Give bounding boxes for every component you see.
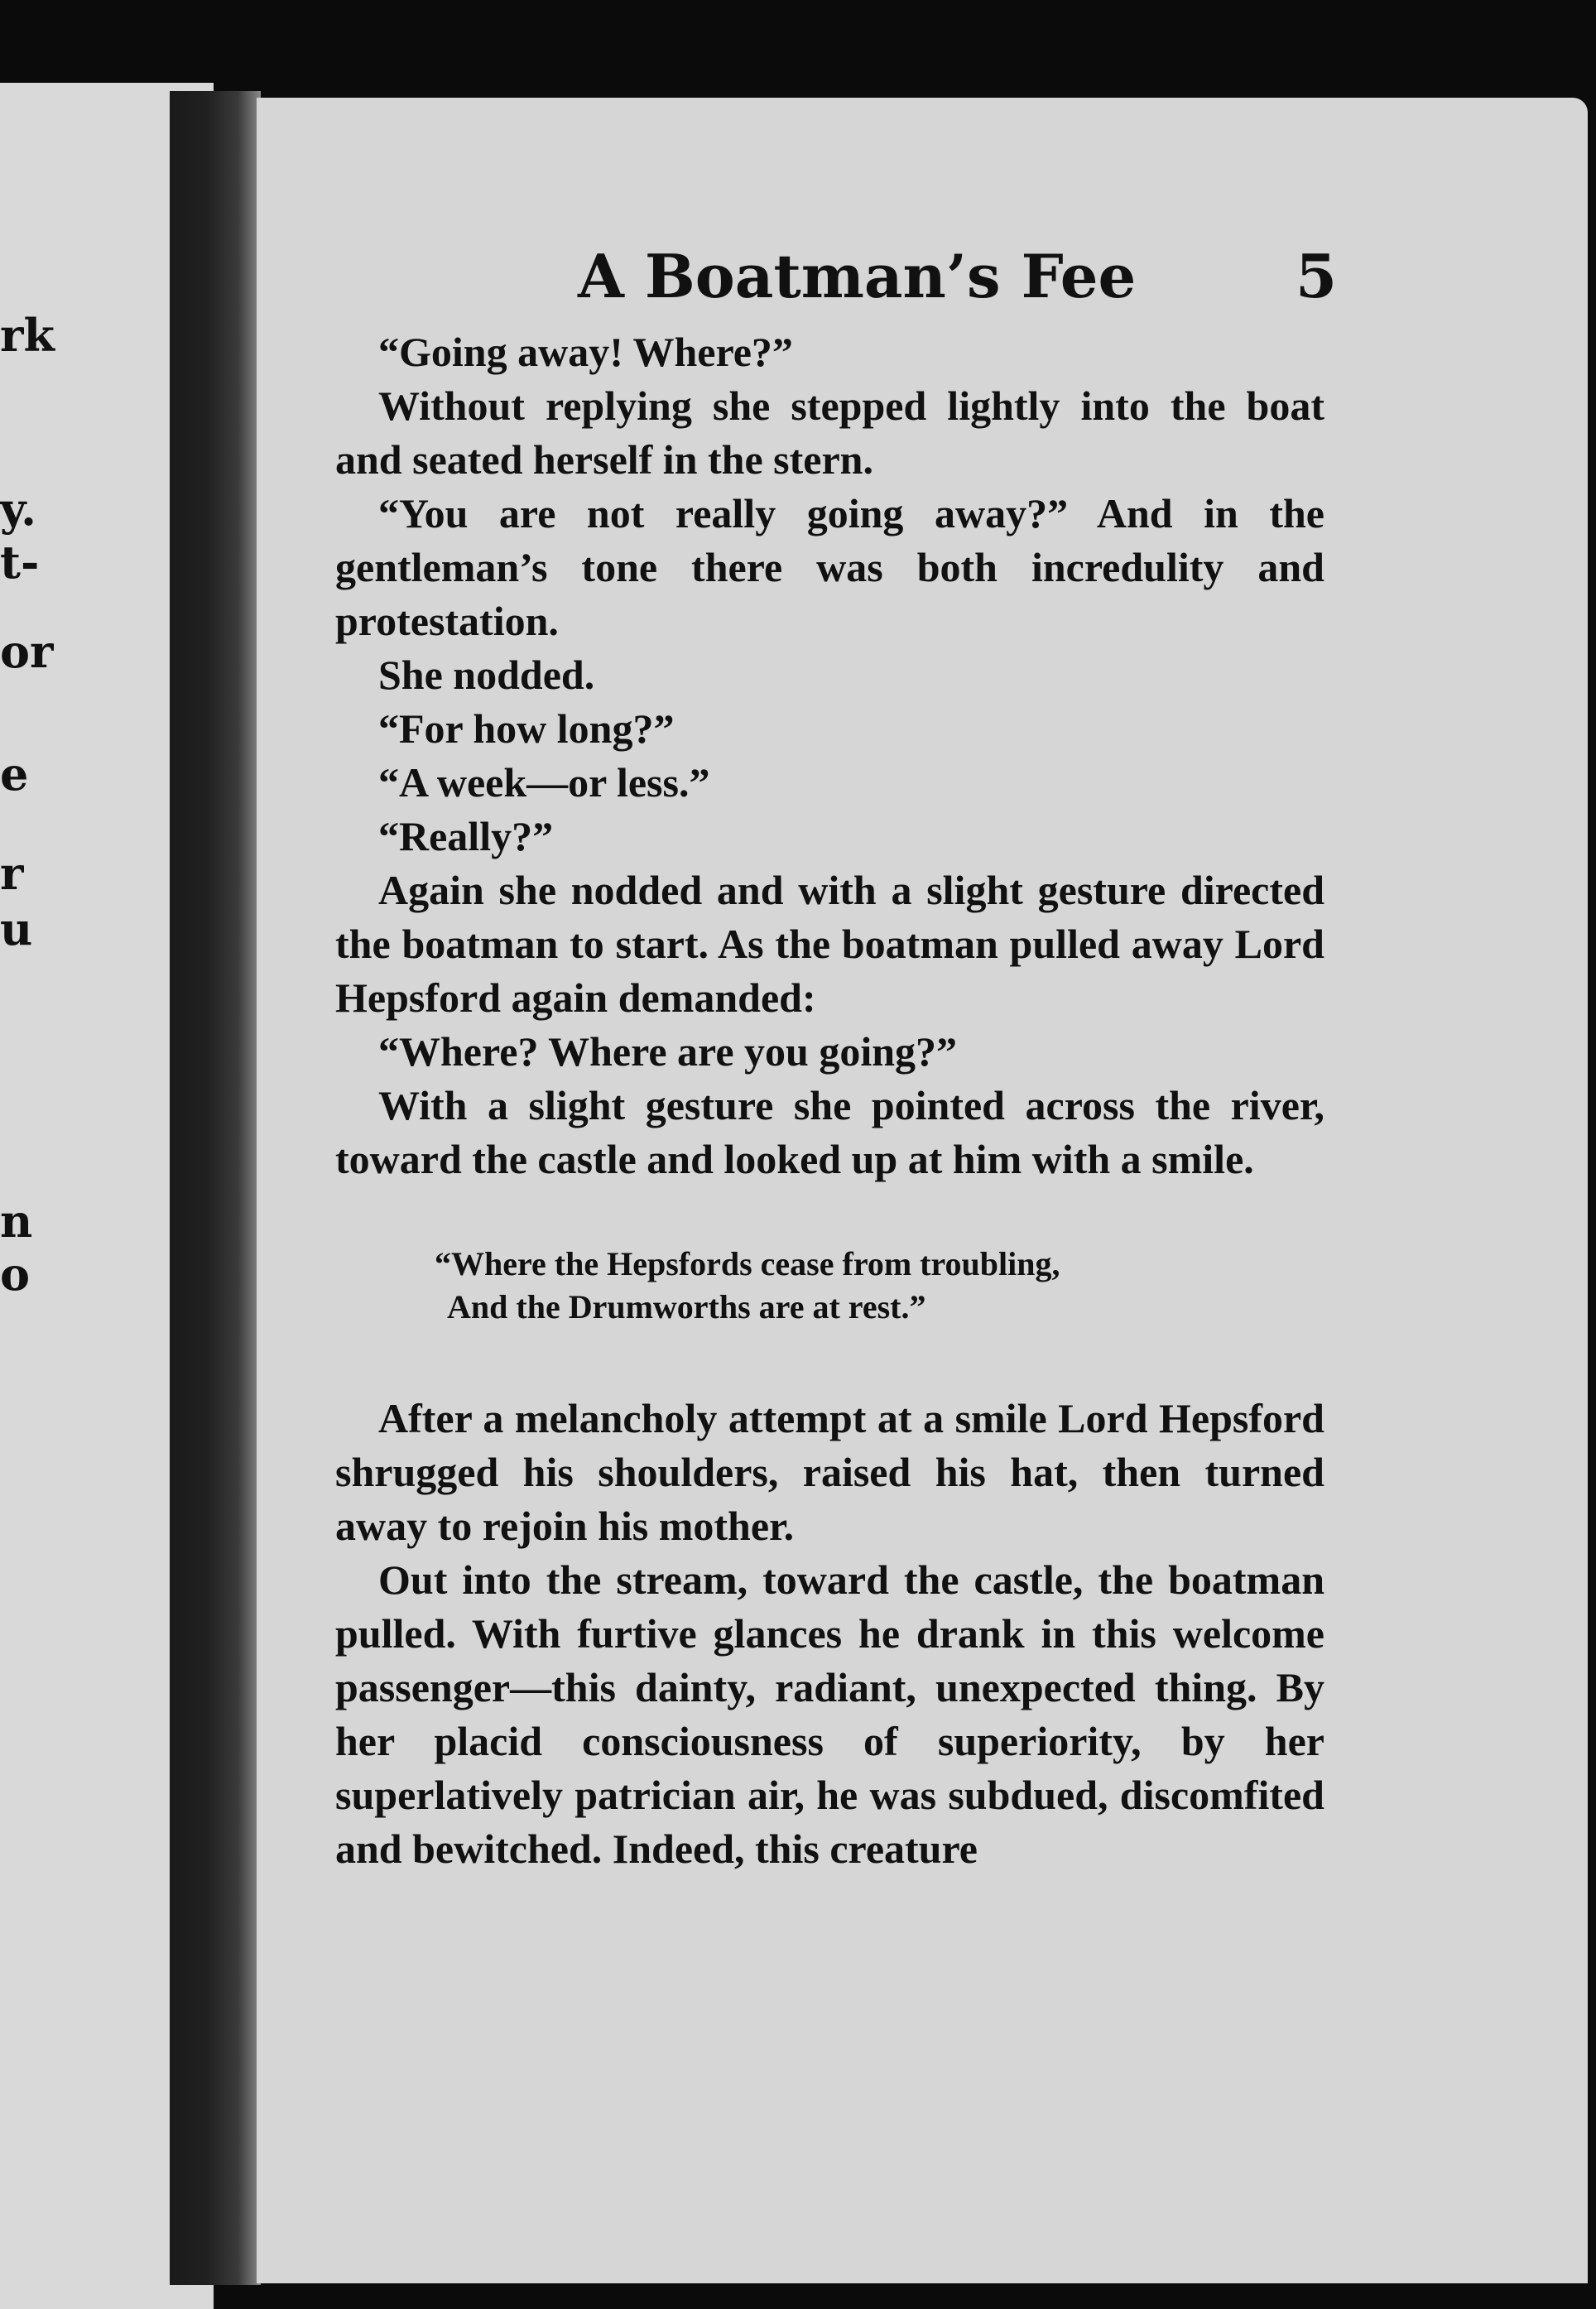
left-page-fragment: r — [0, 847, 24, 900]
paragraph: “For how long?” — [378, 705, 675, 752]
page-number: 5 — [1296, 241, 1338, 311]
paragraph: Without replying she stepped lightly into the boat and seated herself in the stern. — [335, 382, 1324, 483]
left-page-fragment: u — [0, 902, 33, 955]
page-body — [335, 325, 1324, 1876]
left-page-fragment: o — [0, 1248, 31, 1301]
paragraph: Again she nodded and with a slight gesture directed the boatman to start. As the boatman pulled away Lord Hepsford again demanded: — [335, 867, 1324, 1021]
paragraph: “You are not really going away?” And in the gentleman’s tone there was both incredulity and protestation. — [335, 490, 1324, 644]
left-page-fragment: or — [0, 625, 54, 678]
left-page-fragment: y. — [0, 483, 36, 536]
book-page — [257, 98, 1588, 2283]
running-header — [257, 241, 1588, 315]
paragraph: Out into the stream, toward the castle, the boatman pulled. With furtive glances he drank in this welcome passenger—this dainty, radiant, unexpected thing. By her placid consciousness of superiority, by her superlatively patrician air, he was subdued, discomfited and bewitched. Indeed, this creature — [335, 1556, 1324, 1872]
left-page-fragment: e — [0, 748, 29, 801]
verse-line: “Where the Hepsfords cease from troubling, — [435, 1245, 1060, 1282]
verse-quote — [335, 1243, 1324, 1329]
paragraph: After a melancholy attempt at a smile Lord Hepsford shrugged his shoulders, raised his hat, then turned away to rejoin his mother. — [335, 1395, 1324, 1549]
paragraph: “Going away! Where?” — [378, 329, 793, 375]
verse-line: And the Drumworths are at rest.” — [447, 1288, 926, 1325]
paragraph: “Really?” — [378, 813, 554, 859]
book-gutter — [170, 91, 261, 2285]
running-title: A Boatman’s Fee — [578, 241, 1137, 311]
left-page-fragment: t- — [0, 536, 40, 589]
paragraph: With a slight gesture she pointed across the river, toward the castle and looked up at him with a smile. — [335, 1082, 1324, 1182]
paragraph: “Where? Where are you going?” — [378, 1028, 958, 1075]
left-page-fragment: rk — [0, 309, 55, 362]
paragraph: She nodded. — [378, 652, 595, 698]
paragraph: “A week—or less.” — [378, 759, 710, 806]
left-page-fragment: n — [0, 1195, 33, 1248]
